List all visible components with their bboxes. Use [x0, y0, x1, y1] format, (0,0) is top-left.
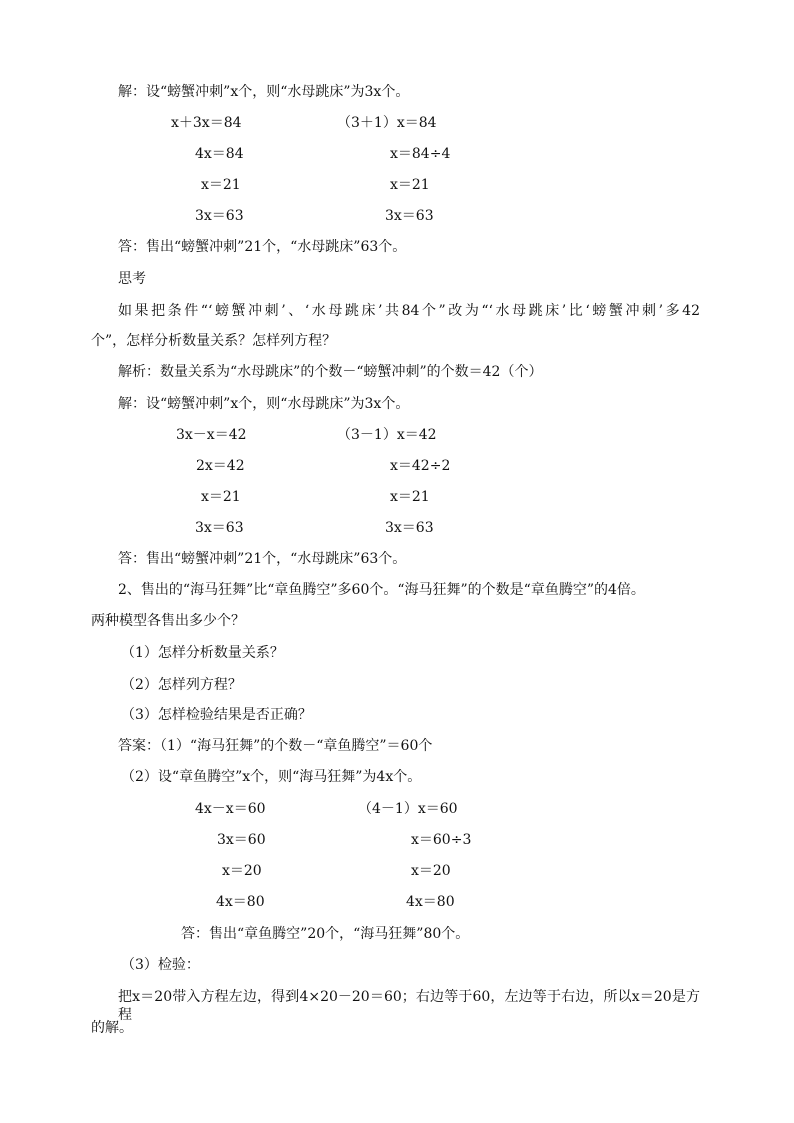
think-question-text: 如果把条件“‘螃蟹冲刺’、‘水母跳床’共84个”改为“‘水母跳床’比‘螃蟹冲刺’多42 [118, 303, 700, 319]
think-heading: 思考 [118, 271, 146, 287]
sub-question-3: （3）怎样检验结果是否正确？ [121, 707, 312, 723]
equation-right: x＝21 [390, 177, 430, 193]
check-line-2: 的解。 [91, 1020, 133, 1036]
equation-left: 3x－x＝42 [176, 427, 247, 443]
think-question-line-2: 个”，怎样分析数量关系？怎样列方程？ [91, 333, 337, 349]
equation-right: x＝84÷4 [390, 146, 451, 162]
answer-2: 答：售出“螃蟹冲刺”21个，“水母跳床”63个。 [118, 551, 407, 567]
equation-left: x＝21 [201, 489, 241, 505]
equation-right: x＝21 [390, 489, 430, 505]
equation-left: x＝21 [201, 177, 241, 193]
equation-left: 3x＝63 [195, 208, 244, 224]
sub-question-1: （1）怎样分析数量关系？ [121, 645, 284, 661]
equation-right: （4－1）x＝60 [358, 801, 458, 817]
answer-part-2: （2）设“章鱼腾空”x个，则“海马狂舞”为4x个。 [121, 769, 422, 785]
equation-right: 3x＝63 [385, 208, 434, 224]
equation-right: x＝60÷3 [411, 832, 472, 848]
check-text: 把x＝20带入方程左边，得到4×20－20＝60；右边等于60，左边等于右边，所以x＝20是方程 [118, 989, 700, 1023]
equation-left: 4x＝80 [216, 894, 265, 910]
equation-left: 4x＝84 [195, 146, 244, 162]
equation-left: 4x－x＝60 [195, 801, 266, 817]
equation-left: x＋3x＝84 [171, 115, 242, 131]
equation-right: 4x＝80 [406, 894, 455, 910]
equation-right: （3－1）x＝42 [337, 427, 437, 443]
problem-2-line-1: 2、售出的“海马狂舞”比“章鱼腾空”多60个。“海马狂舞”的个数是“章鱼腾空”的4倍。 [118, 582, 645, 598]
answer-3: 答：售出“章鱼腾空”20个，“海马狂舞”80个。 [181, 926, 470, 942]
equation-left: 2x＝42 [196, 458, 245, 474]
check-line-1 [118, 988, 700, 1024]
equation-left: x＝20 [222, 863, 262, 879]
equation-right: x＝20 [411, 863, 451, 879]
equation-right: 3x＝63 [385, 520, 434, 536]
equation-left: 3x＝60 [217, 832, 266, 848]
problem-2-line-2: 两种模型各售出多少个？ [91, 613, 245, 629]
answer-1: 答：售出“螃蟹冲刺”21个，“水母跳床”63个。 [118, 239, 407, 255]
equation-right: x＝42÷2 [390, 458, 451, 474]
sub-question-2: （2）怎样列方程？ [121, 677, 242, 693]
equation-left: 3x＝63 [195, 520, 244, 536]
answer-part-1: 答案：（1）“海马狂舞”的个数－“章鱼腾空”＝60个 [118, 738, 433, 754]
analysis-line: 解析：数量关系为“水母跳床”的个数－“螃蟹冲刺”的个数＝42（个） [118, 364, 543, 380]
solution-setup-1: 解：设“螃蟹冲刺”x个，则“水母跳床”为3x个。 [118, 84, 410, 100]
check-heading: （3）检验： [121, 957, 200, 973]
equation-right: （3＋1）x＝84 [337, 115, 437, 131]
think-question-line-1 [118, 302, 700, 320]
solution-setup-2: 解：设“螃蟹冲刺”x个，则“水母跳床”为3x个。 [118, 396, 410, 412]
